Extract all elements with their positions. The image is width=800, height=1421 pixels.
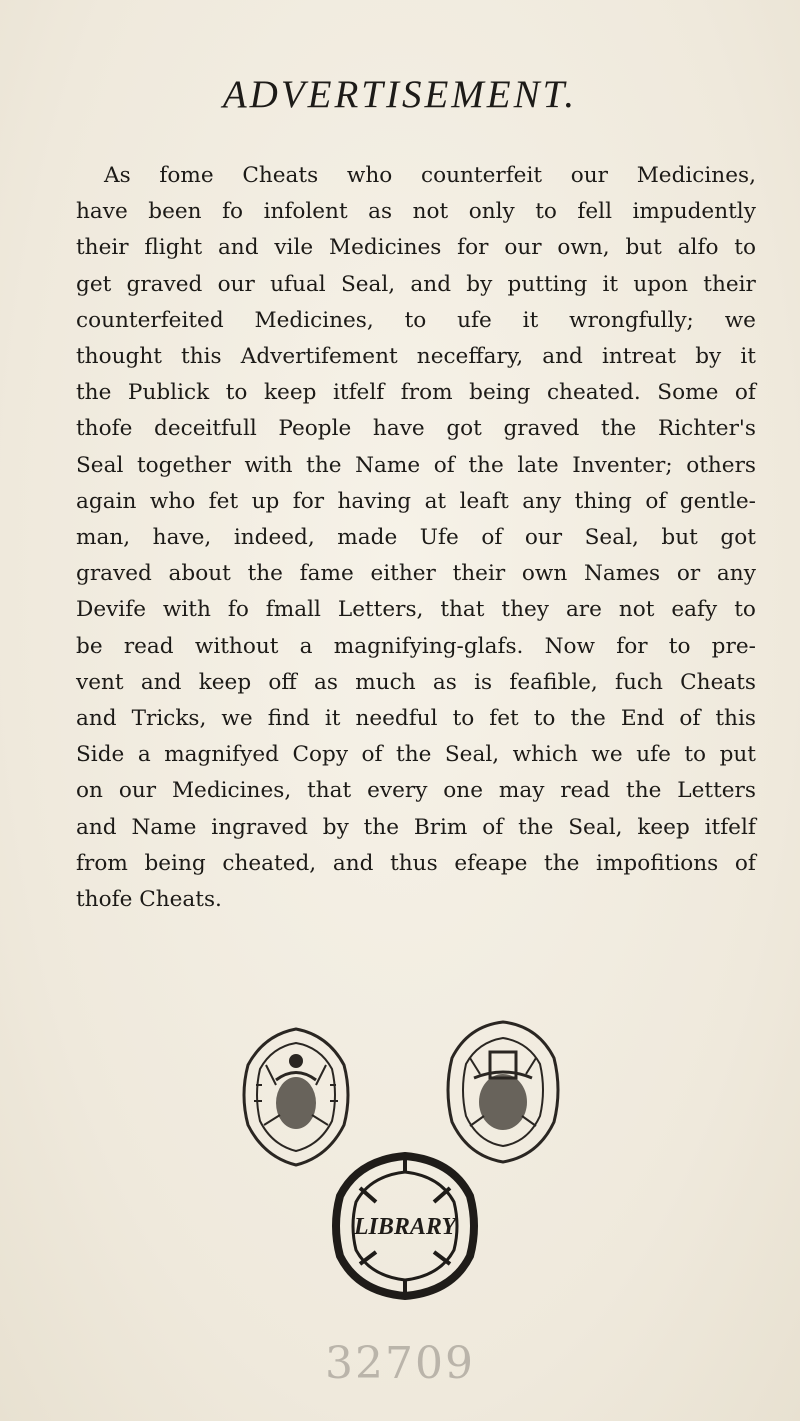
word: read (560, 778, 611, 804)
word: own, (557, 235, 610, 261)
word: upon (633, 271, 689, 297)
word: off (268, 669, 297, 695)
word: but (661, 525, 698, 551)
word: Letters (677, 778, 756, 804)
text-line (76, 810, 756, 846)
word: from (76, 850, 128, 876)
word: impudently (632, 199, 756, 225)
word: been (148, 199, 202, 225)
word: to (452, 706, 475, 732)
word: again (76, 488, 137, 514)
word: Seal, (584, 525, 639, 551)
text-line (76, 448, 756, 484)
word: impofitions (596, 850, 719, 876)
word: Name (355, 452, 421, 478)
text-line (76, 846, 756, 882)
word: flight (144, 235, 203, 261)
word: the (544, 850, 580, 876)
word: Copy (292, 742, 349, 768)
word: ufe (636, 742, 671, 768)
word: cheated. (546, 380, 641, 406)
word: who (149, 488, 196, 514)
word: Medicines (328, 235, 442, 261)
word: ingraved (211, 814, 308, 840)
word: of (734, 380, 756, 406)
word: they (501, 597, 549, 623)
accession-number: 32709 (325, 1338, 475, 1389)
word: Seal, (340, 271, 396, 297)
word: by (466, 271, 493, 297)
word: to (533, 706, 556, 732)
word: and (76, 814, 117, 840)
word: this (181, 344, 222, 370)
word: cheated, (222, 850, 317, 876)
word: not (412, 199, 449, 225)
word: we (221, 706, 253, 732)
word: Letters, (337, 597, 424, 623)
word: Side (76, 742, 125, 768)
word: wrongfully; (569, 307, 694, 333)
word: with (162, 597, 211, 623)
word: only (468, 199, 515, 225)
word: of (433, 452, 455, 478)
word: having (337, 488, 412, 514)
word: our (504, 235, 542, 261)
word: End (620, 706, 665, 732)
word: graved (126, 271, 203, 297)
word: one (443, 778, 483, 804)
word: the (306, 452, 342, 478)
word: of (679, 706, 701, 732)
word: as (368, 199, 393, 225)
word: Seal, (444, 742, 500, 768)
word: either (370, 561, 436, 587)
word: the (76, 380, 112, 406)
word: Names (584, 561, 661, 587)
word: that (440, 597, 485, 623)
word: on (76, 778, 103, 804)
word: feafible, (509, 669, 598, 695)
word: Some (657, 380, 719, 406)
word: our (217, 271, 255, 297)
word: to (535, 199, 557, 225)
word: the (518, 814, 554, 840)
word: putting (507, 271, 588, 297)
seal-right-icon (440, 1018, 566, 1166)
word: which (512, 742, 578, 768)
word: from (400, 380, 453, 406)
word: by (695, 344, 722, 370)
word: be (76, 633, 103, 659)
word: of (482, 814, 504, 840)
word: and (332, 850, 374, 876)
word: counterfeited (76, 307, 224, 333)
word: fell (577, 199, 612, 225)
word: ufual (270, 271, 326, 297)
word: vent (76, 669, 124, 695)
word: read (123, 633, 174, 659)
word: any (716, 561, 756, 587)
text-line (76, 375, 756, 411)
word: leaft (459, 488, 509, 514)
word: our (570, 163, 608, 188)
word: thing (574, 488, 632, 514)
text-line (76, 194, 756, 230)
word: of (734, 850, 756, 876)
word: not (618, 597, 655, 623)
text-line (76, 484, 756, 520)
page-title: ADVERTISEMENT. (222, 73, 578, 116)
word: have (76, 199, 128, 225)
word: fame (299, 561, 354, 587)
word: Seal, (568, 814, 623, 840)
word: being (469, 380, 531, 406)
word: thus (390, 850, 438, 876)
word: the (570, 706, 606, 732)
word: fo (227, 597, 249, 623)
word: every (367, 778, 428, 804)
word: itfelf (332, 380, 385, 406)
word: keep (198, 669, 252, 695)
word: Medicines, (171, 778, 292, 804)
word: itfelf (704, 814, 756, 840)
word: are (565, 597, 602, 623)
word: thought (76, 344, 162, 370)
word: a (137, 742, 151, 768)
word: graved (503, 416, 580, 442)
word: to (668, 633, 691, 659)
word: it (522, 307, 539, 333)
word: indeed, (233, 525, 315, 551)
word: who (346, 163, 393, 188)
word: to (225, 380, 248, 406)
word: have, (152, 525, 212, 551)
word: deceitfull (154, 416, 257, 442)
word: without (194, 633, 279, 659)
word: the (396, 742, 432, 768)
word: to (734, 597, 756, 623)
word: Inventer; (572, 452, 673, 478)
word: fmall (265, 597, 321, 623)
word: Cheats (680, 669, 756, 695)
text-line (76, 303, 756, 339)
word: got (720, 525, 756, 551)
text-line: thofe Cheats. (76, 887, 222, 913)
word: to (684, 742, 707, 768)
word: this (715, 706, 756, 732)
word: to (404, 307, 427, 333)
word: intreat (601, 344, 677, 370)
word: As (104, 163, 131, 188)
word: or (676, 561, 701, 587)
word: as (432, 669, 457, 695)
text-line (76, 737, 756, 773)
word: fo (222, 199, 244, 225)
word: is (474, 669, 493, 695)
word: own (521, 561, 568, 587)
word: that (307, 778, 352, 804)
word: and (542, 344, 583, 370)
word: as (314, 669, 338, 695)
word: get (76, 271, 112, 297)
word: Seal (76, 452, 124, 478)
word: the (626, 778, 662, 804)
word: eafy (671, 597, 718, 623)
word: much (355, 669, 416, 695)
word: it (324, 706, 341, 732)
word: with (244, 452, 293, 478)
word: but (625, 235, 662, 261)
text-line (76, 411, 756, 447)
word: fet (208, 488, 239, 514)
word: their (76, 235, 129, 261)
word: man, (76, 525, 131, 551)
word: graved (76, 561, 152, 587)
word: our (524, 525, 563, 551)
word: Now (544, 633, 595, 659)
word: put (719, 742, 756, 768)
text-line (76, 592, 756, 628)
word: we (591, 742, 623, 768)
word: the (468, 452, 504, 478)
word: may (498, 778, 545, 804)
word: the (363, 814, 399, 840)
word: Tricks, (131, 706, 207, 732)
word: late (517, 452, 559, 478)
word: Brim (413, 814, 468, 840)
word: for (457, 235, 489, 261)
word: Advertifement (240, 344, 398, 370)
library-stamp-text: LIBRARY (353, 1214, 457, 1240)
word: infolent (263, 199, 348, 225)
word: together (136, 452, 231, 478)
word: Name (131, 814, 197, 840)
text-line (76, 158, 756, 194)
word: efeape (454, 850, 528, 876)
text-line (76, 773, 756, 809)
word: of (481, 525, 503, 551)
word: neceffary, (416, 344, 524, 370)
word: their (703, 271, 756, 297)
word: it (602, 271, 619, 297)
word: of (645, 488, 667, 514)
text-line (76, 665, 756, 701)
word: the (600, 416, 637, 442)
text-line (76, 556, 756, 592)
word: being (144, 850, 206, 876)
word: about (168, 561, 231, 587)
word: Devife (76, 597, 146, 623)
word: by (322, 814, 349, 840)
word: Publick (127, 380, 210, 406)
word: for (616, 633, 648, 659)
word: Ufe (419, 525, 459, 551)
word: of (361, 742, 383, 768)
word: vile (274, 235, 314, 261)
word: keep (637, 814, 690, 840)
text-line (76, 230, 756, 266)
word: made (337, 525, 398, 551)
word: pre- (711, 633, 756, 659)
word: for (292, 488, 325, 514)
text-line (76, 520, 756, 556)
word: Richter's (657, 416, 756, 442)
word: magnifyed (164, 742, 279, 768)
word: at (424, 488, 447, 514)
word: to (734, 235, 756, 261)
library-stamp-icon (330, 1152, 480, 1300)
word: fuch (615, 669, 663, 695)
word: their (452, 561, 506, 587)
word: fome (159, 163, 214, 188)
word: a (299, 633, 313, 659)
word: and (217, 235, 259, 261)
word: ufe (457, 307, 492, 333)
word: thofe (76, 416, 133, 442)
text-line (76, 267, 756, 303)
word: alfo (677, 235, 719, 261)
word: and (140, 669, 182, 695)
word: others (686, 452, 756, 478)
word: counterfeit (421, 163, 543, 188)
word: keep (263, 380, 317, 406)
word: we (724, 307, 756, 333)
word: our (118, 778, 157, 804)
word: needful (355, 706, 438, 732)
word: and (76, 706, 117, 732)
text-line (76, 701, 756, 737)
word: Medicines, (636, 163, 756, 188)
word: and (410, 271, 452, 297)
word: gentle- (679, 488, 756, 514)
word: fet (489, 706, 519, 732)
word: any (522, 488, 562, 514)
word: it (740, 344, 756, 370)
word: People (278, 416, 352, 442)
word: find (267, 706, 310, 732)
word: got (446, 416, 482, 442)
word: magnifying-glafs. (333, 633, 524, 659)
advertisement-paragraph (76, 158, 756, 918)
word: Cheats (242, 163, 319, 188)
word: Medicines, (254, 307, 374, 333)
text-line (76, 339, 756, 375)
word: have (372, 416, 425, 442)
seal-left-icon (236, 1025, 356, 1170)
word: up (251, 488, 280, 514)
text-line (76, 629, 756, 665)
word: the (247, 561, 283, 587)
